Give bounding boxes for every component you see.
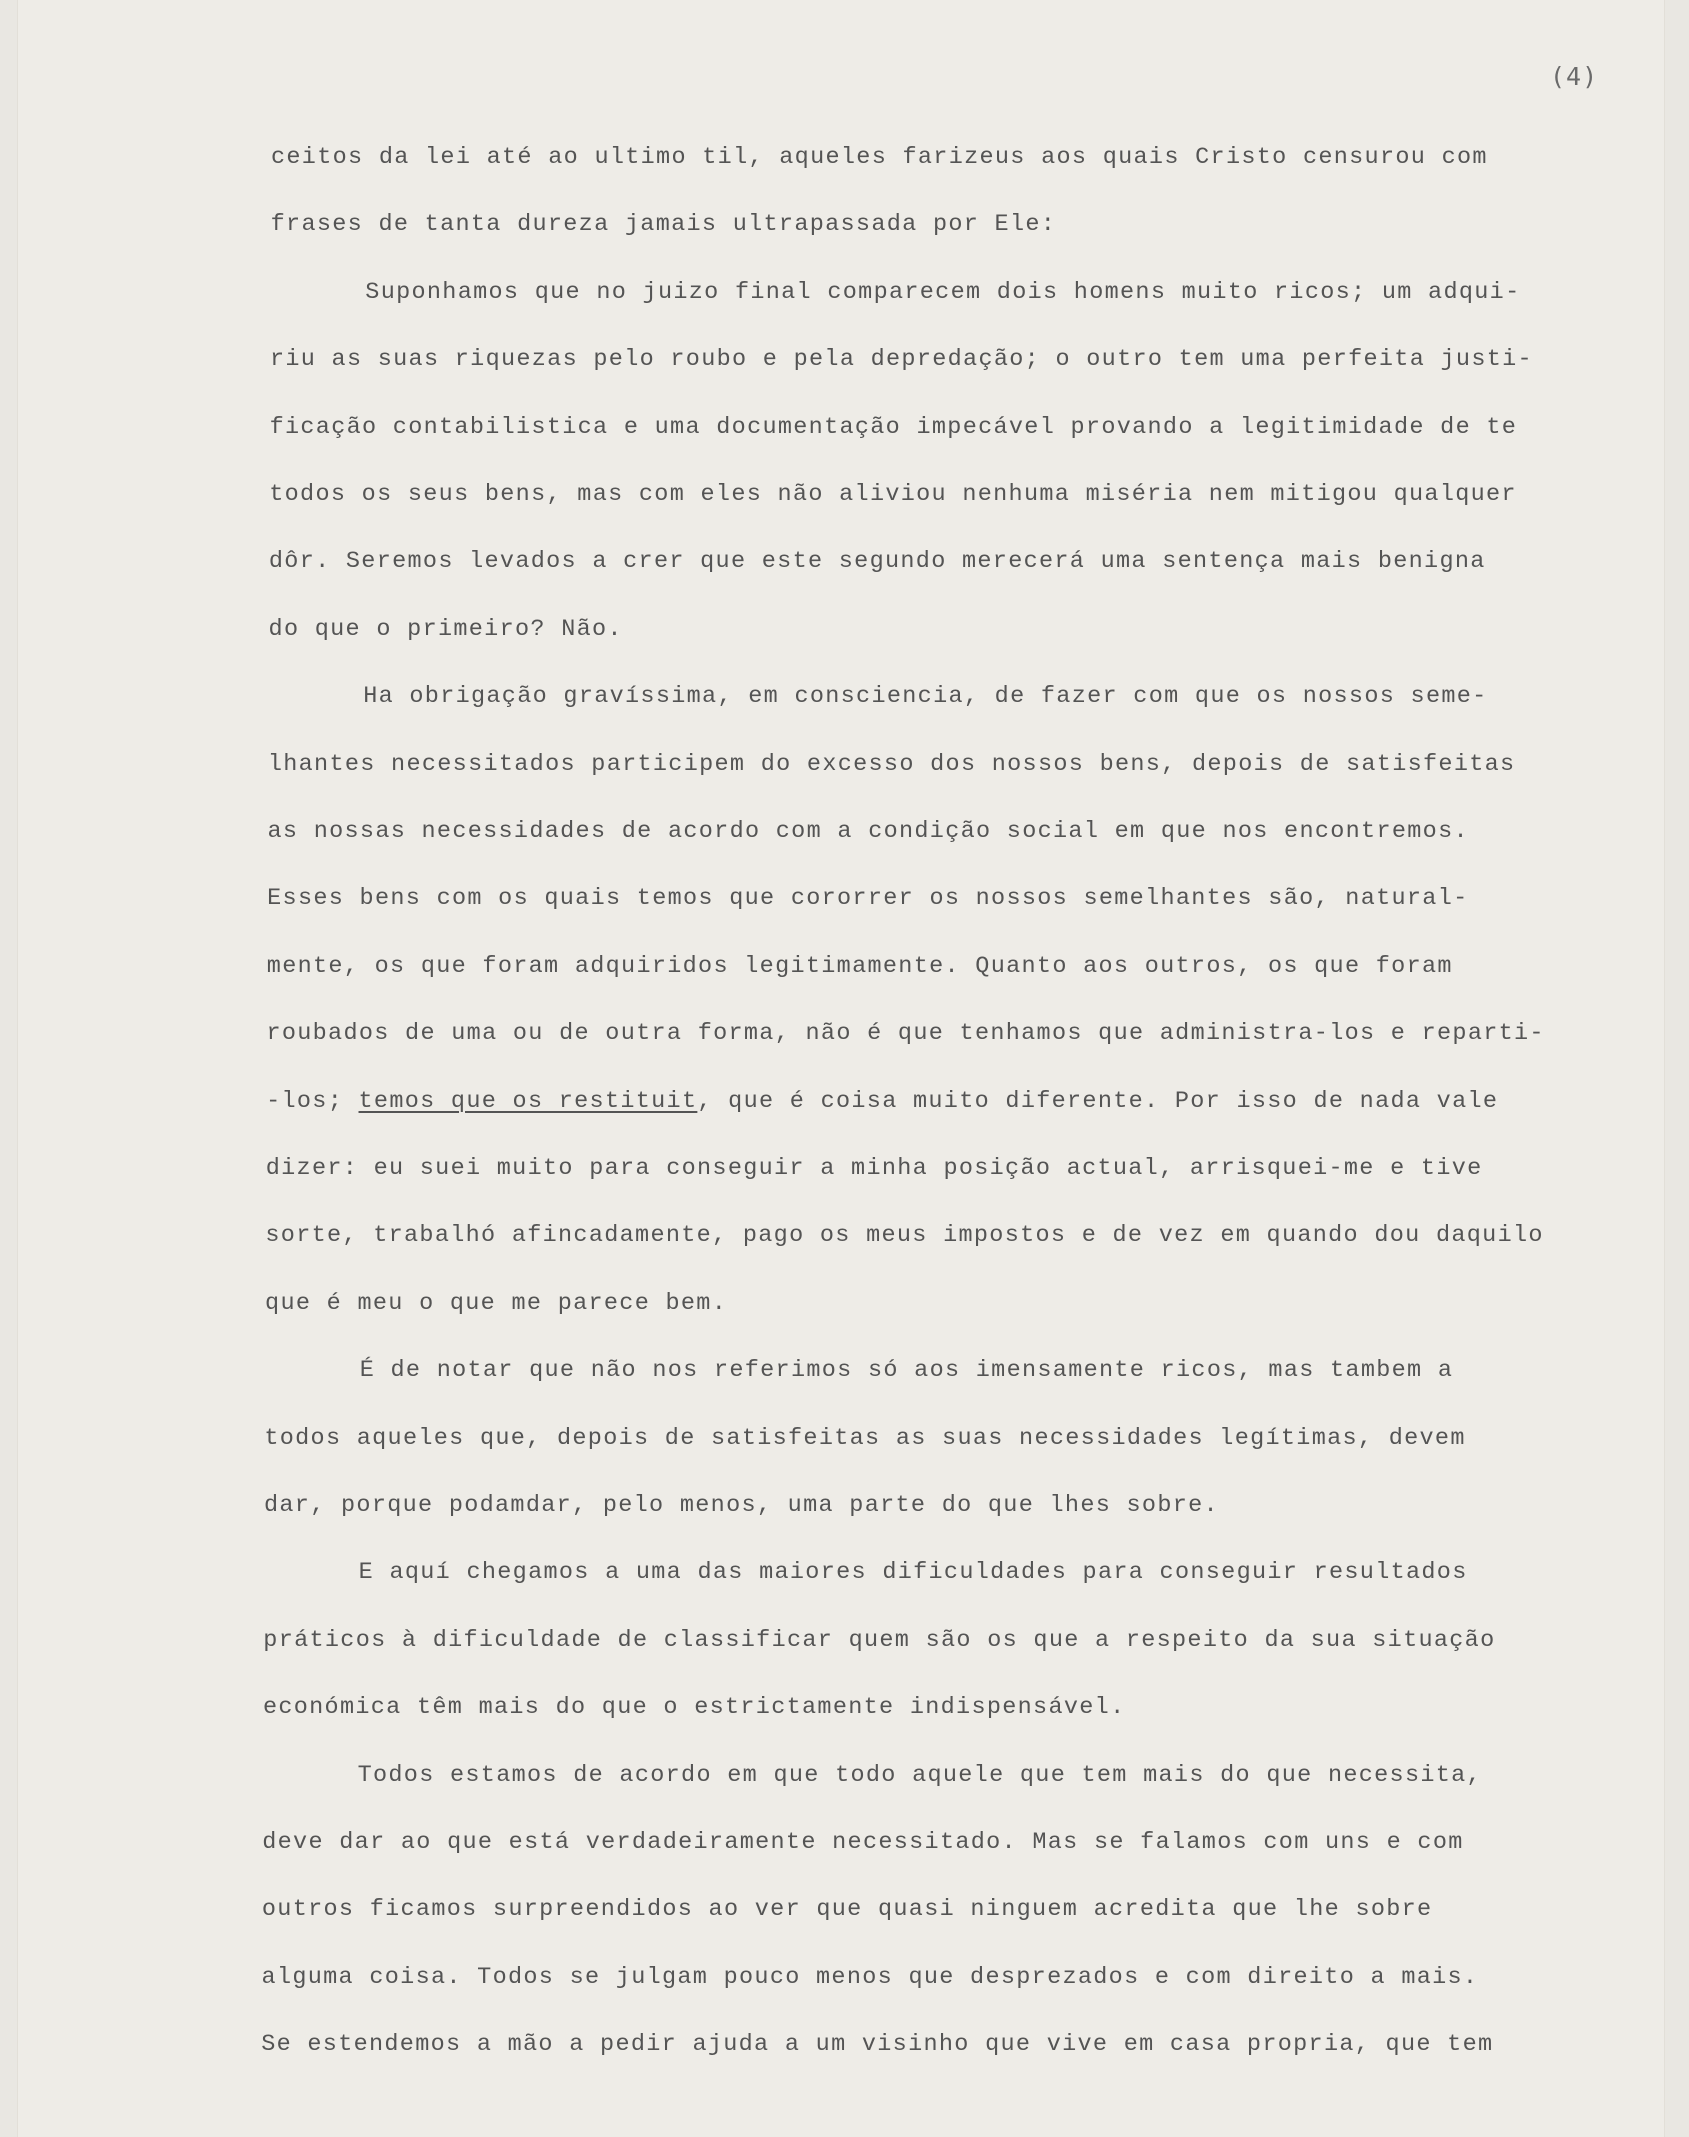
- text-line-content: alguma coisa. Todos se julgam pouco menos que desprezados e com direito a mais.: [261, 1963, 1479, 1991]
- text-line: [262, 1963, 1479, 1993]
- underlined-phrase: temos que os restituit: [358, 1087, 698, 1115]
- text-line-content: Suponhamos que no juizo final comparecem dois homens muito ricos; um adqui-: [365, 278, 1521, 306]
- paragraph-first-line: [363, 682, 1487, 712]
- text-line-content: económica têm mais do que o estrictamente indispensável.: [262, 1694, 1126, 1722]
- text-line-content: todos aqueles que, depois de satisfeitas as suas necessidades legítimas, devem: [264, 1424, 1466, 1452]
- text-line-content: -los;: [266, 1087, 359, 1115]
- paragraph-first-line: [359, 1558, 1468, 1588]
- text-line-content: que é meu o que me parece bem.: [265, 1289, 728, 1317]
- paragraph-first-line: [358, 1761, 1482, 1791]
- text-line-content: É de notar que não nos referimos só aos imensamente ricos, mas tambem a: [359, 1357, 1454, 1385]
- text-line: [270, 413, 1518, 443]
- text-line-content: mente, os que foram adquiridos legitimamente. Quanto aos outros, os que foram: [266, 952, 1453, 980]
- text-line: [261, 2030, 1493, 2060]
- text-line: [268, 750, 1516, 780]
- text-line: [269, 480, 1517, 510]
- text-line: [265, 1289, 727, 1319]
- text-line-content: E aquí chegamos a uma das maiores dificuldades para conseguir resultados: [358, 1559, 1468, 1587]
- text-line-content: práticos à dificuldade de classificar quem são os que a respeito da sua situação: [263, 1626, 1496, 1654]
- text-line-content: lhantes necessitados participem do excesso dos nossos bens, depois de satisfeitas: [267, 750, 1516, 778]
- text-line: [264, 1424, 1465, 1454]
- text-line-continuation: , que é coisa muito diferente. Por isso de nada vale: [697, 1087, 1499, 1115]
- text-line: [263, 1626, 1495, 1656]
- text-line: [269, 547, 1486, 577]
- page-text-body: [18, 0, 1664, 2137]
- text-line-content: roubados de uma ou de outra forma, não é que tenhamos que administra-los e reparti-: [266, 1020, 1545, 1048]
- text-line: [266, 1087, 1498, 1117]
- text-line-content: Todos estamos de acordo em que todo aquele que tem mais do que necessita,: [357, 1761, 1482, 1789]
- paragraph-first-line: [365, 278, 1520, 308]
- text-line-content: Ha obrigação gravíssima, em consciencia, de fazer com que os nossos seme-: [363, 683, 1488, 711]
- text-line-content: Esses bens com os quais temos que cororrer os nossos semelhantes são, natural-: [267, 885, 1469, 913]
- text-line: [271, 210, 1057, 240]
- paragraph-first-line: [360, 1356, 1454, 1386]
- text-line-content: as nossas necessidades de acordo com a condição social em que nos encontremos.: [267, 818, 1469, 845]
- text-line-content: todos os seus bens, mas com eles não aliviou nenhuma miséria nem mitigou qualquer: [269, 481, 1517, 508]
- text-line-content: riu as suas riquezas pelo roubo e pela depredação; o outro tem uma perfeita justi-: [269, 346, 1533, 374]
- text-line-content: Se estendemos a mão a pedir ajuda a um visinho que vive em casa propria, que tem: [261, 2031, 1494, 2059]
- text-line: [266, 1154, 1483, 1184]
- text-line: [266, 1019, 1544, 1049]
- text-line-content: dizer: eu suei muito para conseguir a minha posição actual, arrisquei-me e tive: [265, 1155, 1483, 1182]
- text-line-content: do que o primeiro? Não.: [268, 615, 623, 643]
- text-line: [262, 1828, 1463, 1858]
- text-line: [264, 1491, 1219, 1521]
- text-line-content: frases de tanta dureza jamais ultrapassada por Ele:: [270, 211, 1057, 239]
- text-line-content: outros ficamos surpreendidos ao ver que quasi ninguem acredita que lhe sobre: [261, 1896, 1433, 1924]
- text-line: [271, 143, 1488, 173]
- text-line-content: dar, porque podamdar, pelo menos, uma parte do que lhes sobre.: [264, 1492, 1219, 1519]
- typewritten-page: [18, 0, 1664, 2137]
- text-line-content: ficação contabilistica e uma documentação impecável provando a legitimidade de te: [269, 413, 1518, 441]
- text-line-content: deve dar ao que está verdadeiramente necessitado. Mas se falamos com uns e com: [262, 1829, 1464, 1856]
- text-line: [267, 952, 1453, 982]
- text-line-content: ceitos da lei até ao ultimo til, aqueles farizeus aos quais Cristo censurou com: [271, 144, 1488, 171]
- text-line-content: sorte, trabalhó afincadamente, pago os meus impostos e de vez em quando dou daquilo: [265, 1222, 1544, 1250]
- text-line: [269, 615, 623, 645]
- page-number: (4): [1550, 62, 1599, 91]
- text-line: [270, 345, 1533, 375]
- text-line: [262, 1895, 1433, 1925]
- text-line: [265, 1221, 1543, 1251]
- text-line: [268, 817, 1469, 847]
- text-line-content: dôr. Seremos levados a crer que este segundo merecerá uma sentença mais benigna: [268, 548, 1486, 576]
- text-line: [267, 884, 1468, 914]
- text-line: [263, 1693, 1126, 1723]
